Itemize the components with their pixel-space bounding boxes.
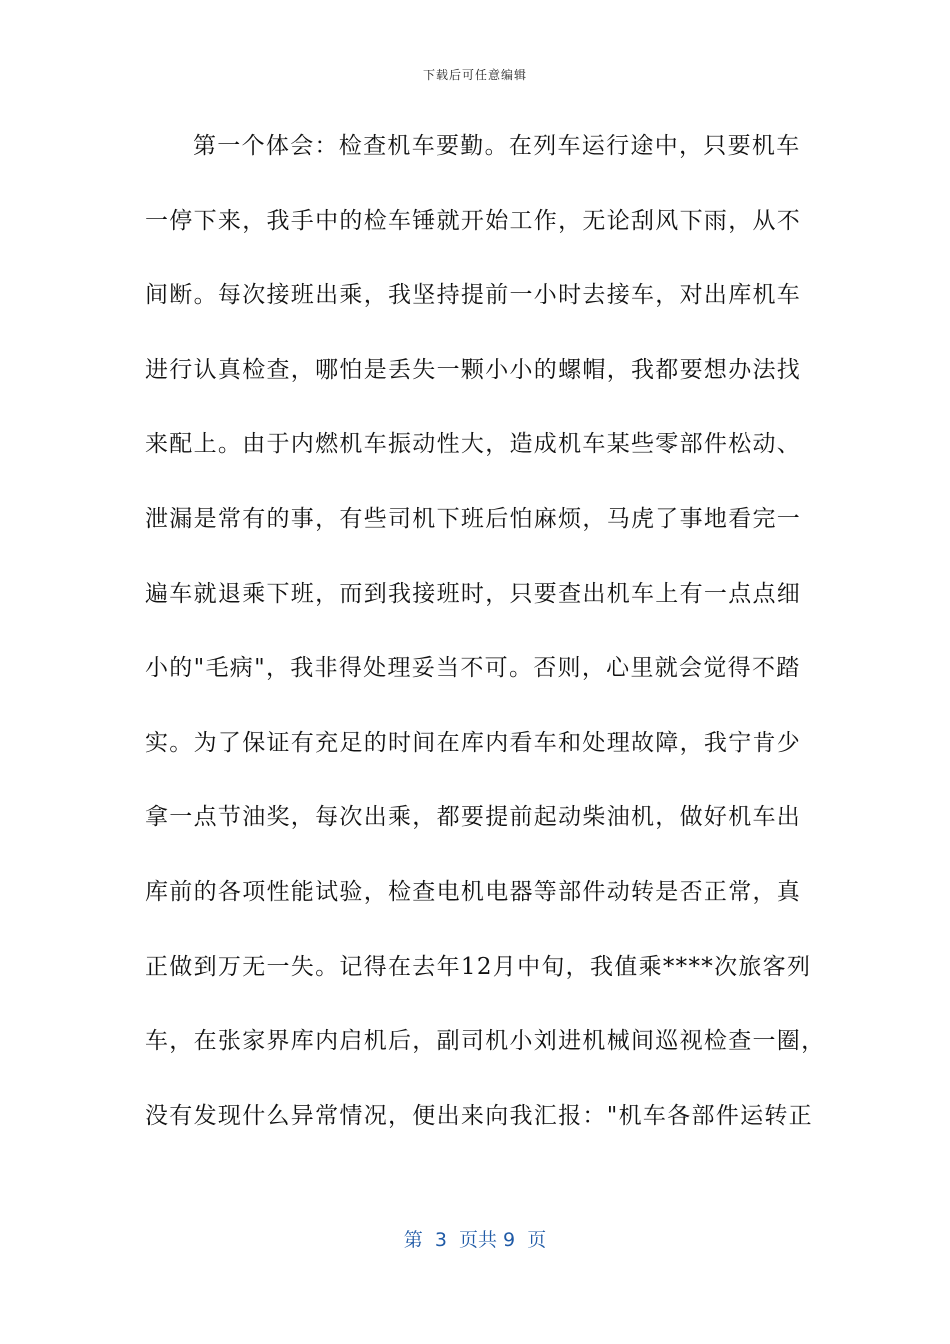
text-line: 一停下来，我手中的检车锤就开始工作，无论刮风下雨，从不 — [145, 207, 802, 234]
text-line: 进行认真检查，哪怕是丢失一颗小小的螺帽，我都要想办法找 — [145, 356, 802, 383]
text-line: 没有发现什么异常情况，便出来向我汇报："机车各部件运转正 — [145, 1102, 813, 1129]
text-line: 泄漏是常有的事，有些司机下班后怕麻烦，马虎了事地看完一 — [145, 505, 802, 532]
text-line: 来配上。由于内燃机车振动性大，造成机车某些零部件松动、 — [145, 431, 802, 458]
text-line: 实。为了保证有充足的时间在库内看车和处理故障，我宁肯少 — [145, 729, 802, 756]
document-body — [145, 118, 826, 1162]
page-number-footer: 第 3 页共 9 页 — [403, 1229, 547, 1251]
text-line: 小的"毛病"，我非得处理妥当不可。否则，心里就会觉得不踏 — [145, 655, 801, 682]
text-line: 遍车就退乘下班，而到我接班时，只要查出机车上有一点点细 — [145, 580, 802, 607]
text-line: 车，在张家界库内启机后，副司机小刘进机械间巡视检查一圈， — [145, 1028, 826, 1055]
page-header-note: 下载后可任意编辑 — [422, 68, 527, 82]
text-line: 库前的各项性能试验，检查电机电器等部件动转是否正常，真 — [145, 878, 802, 905]
text-line: 间断。每次接班出乘，我坚持提前一小时去接车，对出库机车 — [145, 282, 802, 309]
text-line: 拿一点节油奖，每次出乘，都要提前起动柴油机，做好机车出 — [145, 804, 802, 831]
text-line: 正做到万无一失。记得在去年12月中旬，我值乘****次旅客列 — [145, 953, 812, 980]
text-line: 第一个体会：检查机车要勤。在列车运行途中，只要机车 — [193, 133, 801, 159]
